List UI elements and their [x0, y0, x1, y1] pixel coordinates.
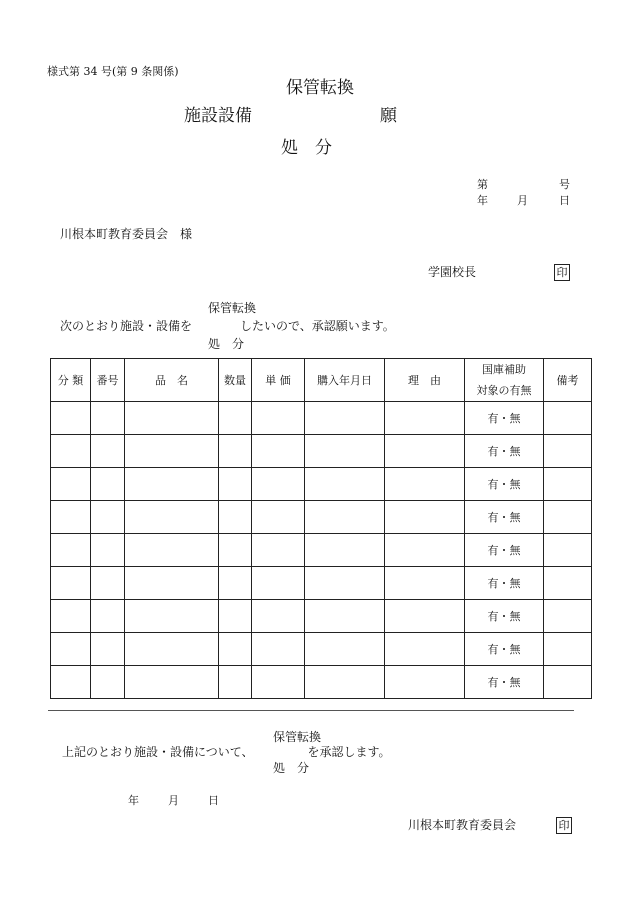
- ref-month: 月: [517, 194, 528, 207]
- cell-unit-price[interactable]: [252, 501, 305, 534]
- cell-item-name[interactable]: [125, 666, 219, 699]
- cell-purchase-date[interactable]: [305, 666, 385, 699]
- cell-category[interactable]: [51, 567, 91, 600]
- cell-subsidy[interactable]: 有・無: [465, 435, 544, 468]
- ref-year: 年: [477, 194, 488, 207]
- cell-subsidy[interactable]: 有・無: [465, 633, 544, 666]
- cell-number[interactable]: [91, 435, 125, 468]
- cell-subsidy[interactable]: 有・無: [465, 666, 544, 699]
- table-row: [51, 435, 592, 468]
- approval-variant-bottom: 処 分: [273, 761, 310, 775]
- request-variant-top: 保管転換: [208, 301, 257, 315]
- cell-unit-price[interactable]: [252, 468, 305, 501]
- cell-subsidy[interactable]: 有・無: [465, 534, 544, 567]
- cell-quantity[interactable]: [219, 666, 252, 699]
- cell-purchase-date[interactable]: [305, 534, 385, 567]
- approval-variant-top: 保管転換: [273, 730, 322, 744]
- title-right: 願: [380, 106, 397, 126]
- cell-remarks[interactable]: [544, 501, 592, 534]
- cell-category[interactable]: [51, 435, 91, 468]
- request-variant-bottom: 処 分: [208, 337, 245, 351]
- cell-item-name[interactable]: [125, 567, 219, 600]
- cell-number[interactable]: [91, 600, 125, 633]
- cell-reason[interactable]: [385, 666, 465, 699]
- addressee: 川根本町教育委員会 様: [60, 227, 193, 241]
- cell-remarks[interactable]: [544, 435, 592, 468]
- cell-category[interactable]: [51, 600, 91, 633]
- cell-item-name[interactable]: [125, 633, 219, 666]
- cell-subsidy[interactable]: 有・無: [465, 567, 544, 600]
- cell-purchase-date[interactable]: [305, 633, 385, 666]
- cell-number[interactable]: [91, 501, 125, 534]
- table-row: [51, 633, 592, 666]
- header-number: 番号: [91, 359, 125, 402]
- cell-number[interactable]: [91, 633, 125, 666]
- cell-category[interactable]: [51, 402, 91, 435]
- cell-number[interactable]: [91, 534, 125, 567]
- cell-remarks[interactable]: [544, 402, 592, 435]
- header-unit-price: 単 価: [252, 359, 305, 402]
- table-row: [51, 501, 592, 534]
- cell-remarks[interactable]: [544, 633, 592, 666]
- cell-item-name[interactable]: [125, 534, 219, 567]
- items-table: [50, 358, 592, 699]
- approval-seal: 印: [556, 817, 572, 834]
- cell-purchase-date[interactable]: [305, 600, 385, 633]
- cell-unit-price[interactable]: [252, 567, 305, 600]
- cell-reason[interactable]: [385, 600, 465, 633]
- cell-remarks[interactable]: [544, 600, 592, 633]
- table-row: [51, 600, 592, 633]
- header-category: 分 類: [51, 359, 91, 402]
- cell-reason[interactable]: [385, 402, 465, 435]
- cell-purchase-date[interactable]: [305, 468, 385, 501]
- header-remarks: 備考: [544, 359, 592, 402]
- cell-reason[interactable]: [385, 567, 465, 600]
- cell-remarks[interactable]: [544, 666, 592, 699]
- cell-category[interactable]: [51, 534, 91, 567]
- approval-month: 月: [168, 794, 179, 807]
- table-row: [51, 534, 592, 567]
- cell-remarks[interactable]: [544, 468, 592, 501]
- cell-purchase-date[interactable]: [305, 435, 385, 468]
- cell-subsidy[interactable]: 有・無: [465, 600, 544, 633]
- cell-number[interactable]: [91, 402, 125, 435]
- header-quantity: 数量: [219, 359, 252, 402]
- cell-quantity[interactable]: [219, 402, 252, 435]
- cell-item-name[interactable]: [125, 402, 219, 435]
- header-item-name: 品 名: [125, 359, 219, 402]
- cell-item-name[interactable]: [125, 468, 219, 501]
- title-variant-bottom: 処 分: [281, 138, 332, 158]
- cell-number[interactable]: [91, 468, 125, 501]
- cell-number[interactable]: [91, 567, 125, 600]
- approval-line: 上記のとおり施設・設備について、 を承認します。: [62, 745, 391, 759]
- request-line: 次のとおり施設・設備を したいので、承認願います。: [60, 319, 395, 333]
- ref-no-suffix: 号: [559, 178, 570, 191]
- applicant-seal: 印: [554, 264, 570, 281]
- cell-category[interactable]: [51, 666, 91, 699]
- cell-unit-price[interactable]: [252, 435, 305, 468]
- cell-quantity[interactable]: [219, 468, 252, 501]
- cell-item-name[interactable]: [125, 435, 219, 468]
- table-header-row: [51, 359, 592, 402]
- cell-quantity[interactable]: [219, 534, 252, 567]
- ref-no-prefix: 第: [477, 178, 488, 191]
- cell-quantity[interactable]: [219, 501, 252, 534]
- cell-item-name[interactable]: [125, 600, 219, 633]
- header-subsidy: [465, 359, 544, 402]
- table-row: [51, 468, 592, 501]
- cell-reason[interactable]: [385, 534, 465, 567]
- cell-quantity[interactable]: [219, 600, 252, 633]
- approval-year: 年: [128, 794, 139, 807]
- cell-unit-price[interactable]: [252, 534, 305, 567]
- cell-reason[interactable]: [385, 435, 465, 468]
- header-subsidy-line2: 対象の有無: [476, 384, 532, 397]
- header-purchase-date: 購入年月日: [305, 359, 385, 402]
- cell-unit-price[interactable]: [252, 600, 305, 633]
- cell-item-name[interactable]: [125, 501, 219, 534]
- header-reason: 理 由: [385, 359, 465, 402]
- cell-number[interactable]: [91, 666, 125, 699]
- header-subsidy-line1: 国庫補助: [482, 363, 526, 376]
- cell-remarks[interactable]: [544, 567, 592, 600]
- cell-quantity[interactable]: [219, 435, 252, 468]
- cell-subsidy[interactable]: 有・無: [465, 468, 544, 501]
- cell-unit-price[interactable]: [252, 666, 305, 699]
- cell-remarks[interactable]: [544, 534, 592, 567]
- cell-subsidy[interactable]: 有・無: [465, 501, 544, 534]
- table-row: [51, 402, 592, 435]
- cell-category[interactable]: [51, 633, 91, 666]
- applicant-title: 学園校長: [428, 265, 477, 279]
- cell-reason[interactable]: [385, 468, 465, 501]
- cell-category[interactable]: [51, 468, 91, 501]
- cell-subsidy[interactable]: 有・無: [465, 402, 544, 435]
- title-variant-top: 保管転換: [286, 78, 354, 98]
- cell-reason[interactable]: [385, 633, 465, 666]
- cell-quantity[interactable]: [219, 567, 252, 600]
- form-number: 様式第 34 号(第 9 条関係): [47, 65, 179, 78]
- title-left: 施設設備: [184, 106, 252, 126]
- cell-unit-price[interactable]: [252, 402, 305, 435]
- ref-day: 日: [559, 194, 570, 207]
- cell-purchase-date[interactable]: [305, 402, 385, 435]
- cell-purchase-date[interactable]: [305, 567, 385, 600]
- cell-reason[interactable]: [385, 501, 465, 534]
- table-row: [51, 666, 592, 699]
- approval-issuer: 川根本町教育委員会: [408, 818, 517, 832]
- table-row: [51, 567, 592, 600]
- cell-category[interactable]: [51, 501, 91, 534]
- approval-day: 日: [208, 794, 219, 807]
- cell-unit-price[interactable]: [252, 633, 305, 666]
- cell-quantity[interactable]: [219, 633, 252, 666]
- cell-purchase-date[interactable]: [305, 501, 385, 534]
- section-divider: [48, 710, 574, 711]
